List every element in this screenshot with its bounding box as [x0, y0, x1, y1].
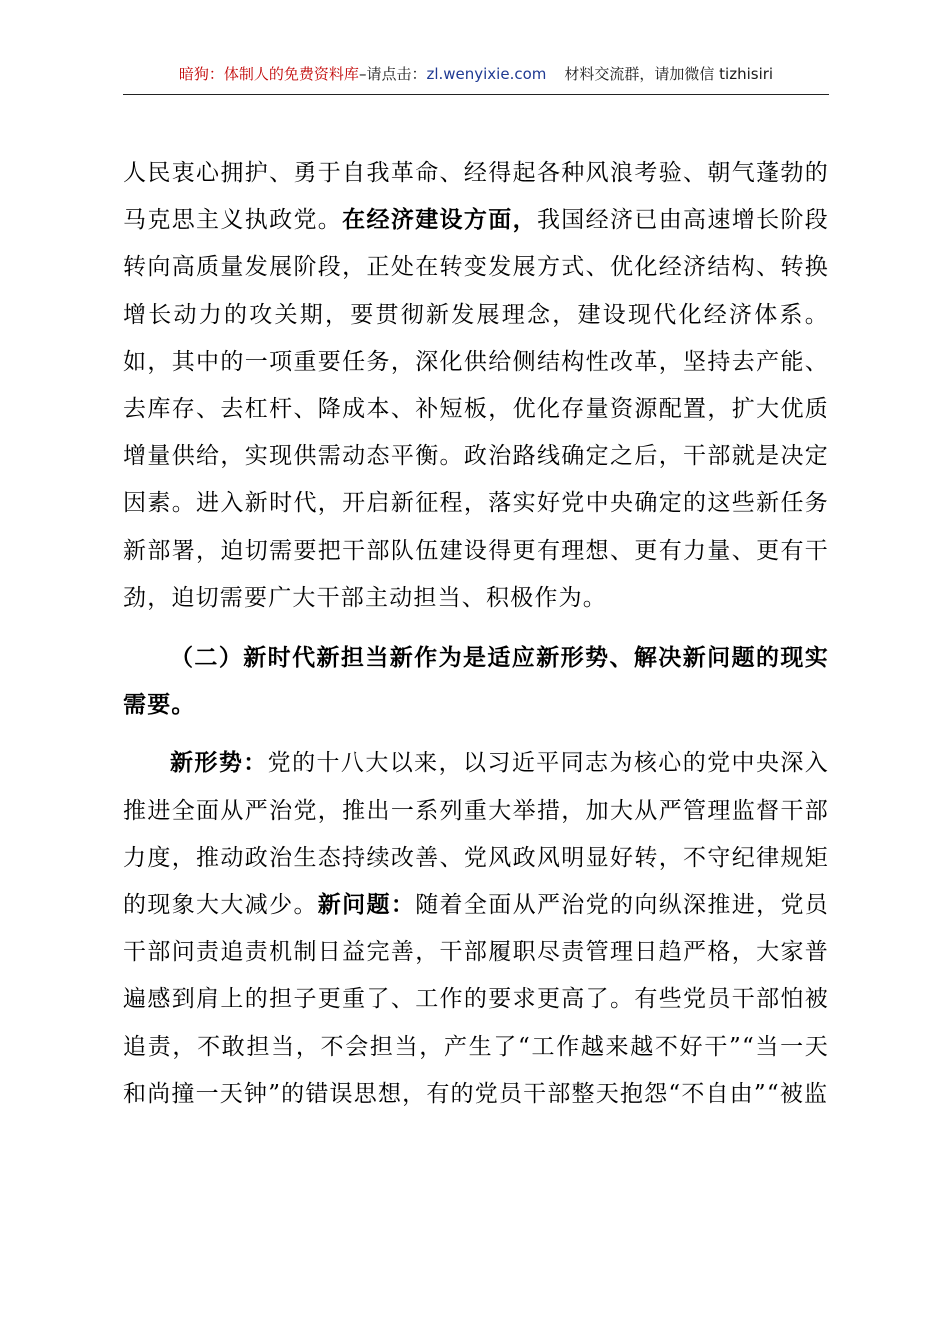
paragraph-new-situation-bold-lead: 新形势：	[170, 750, 268, 777]
paragraph-economy-intro: 人民衷心拥护、勇于自我革命、经得起各种风浪考验、朝气蓬勃的马克思主义执政党。	[123, 160, 829, 234]
header-url-link[interactable]: zl.wenyixie.com	[426, 65, 547, 83]
paragraph-economy-text: 我国经济已由高速增长阶段转向高质量发展阶段，正处在转变发展方式、优化经济结构、转换增长动力的攻关期，要贯彻新发展理念，建设现代化经济体系。如，其中的一项重要任务，深化供给侧结构性改革，坚持去产能、去库存、去杠杆、降成本、补短板，优化存量资源配置，扩大优质增量供给，实现供需动态平衡。政治路线确定之后，干部就是决定因素。进入新时代，开启新征程，落实好党中央确定的这些新任务新部署，迫切需要把干部队伍建设得更有理想、更有力量、更有干劲，迫切需要广大干部主动担当、积极作为。	[123, 207, 829, 611]
section-heading-2: （二）新时代新担当新作为是适应新形势、解决新问题的现实需要。	[123, 644, 829, 719]
paragraph-new-problem-text: 随着全面从严治党的向纵深推进，党员干部问责追责机制日益完善，干部履职尽责管理日趋严格，大家普遍感到肩上的担子更重了、工作的要求更高了。有些党员干部怕被追责，不敢担当，不会担当，产生了“工作越来越不好干”“当一天和尚撞一天钟”的错误思想，有的党员干部整天抱怨“不自由”“被监	[123, 892, 829, 1107]
paragraph-new-situation-text: 党的十八大以来，以习近平同志为核心的党中央深入推进全面从严治党，推出一系列重大举措，加大从严管理监督干部力度，推动政治生态持续改善、党风政风明显好转，不守纪律规矩的现象大大减少。	[123, 750, 829, 919]
paragraph-new-situation	[123, 740, 829, 1118]
header-group-info: 材料交流群，请加微信 tizhisiri	[564, 65, 774, 83]
header-site-name: 暗狗：体制人的免费资料库	[178, 65, 359, 83]
paragraph-economy	[123, 150, 829, 622]
paragraph-new-problem-bold-lead: 新问题：	[317, 892, 416, 919]
page-header	[123, 64, 829, 95]
header-click-prompt: –请点击：	[358, 65, 427, 83]
document-body	[123, 150, 829, 1118]
paragraph-economy-bold-lead: 在经济建设方面，	[342, 207, 537, 234]
